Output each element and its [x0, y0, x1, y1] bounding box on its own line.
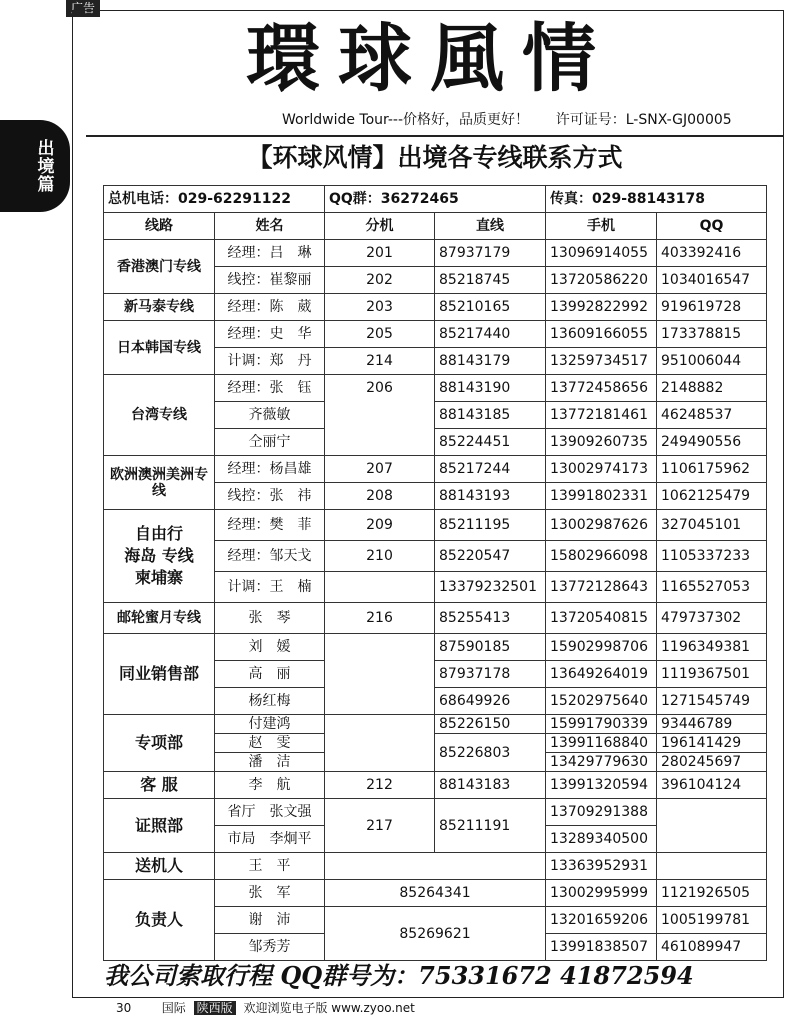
name-cell: 经理：史 华 [215, 321, 325, 348]
qq-cell: 327045101 [657, 510, 767, 541]
name-cell: 张 琴 [215, 603, 325, 634]
col-name: 姓名 [215, 213, 325, 240]
section-label: 国际 [161, 1001, 186, 1015]
qq-cell: 1121926505 [657, 880, 767, 907]
col-mobile: 手机 [546, 213, 657, 240]
mobile-cell: 13289340500 [546, 826, 657, 853]
col-line: 直线 [435, 213, 546, 240]
line-cell: 68649926 [435, 688, 546, 715]
page-number: 30 [116, 1001, 132, 1015]
mobile-cell: 13259734517 [546, 348, 657, 375]
ext-cell: 205 [325, 321, 435, 348]
itinerary-qq-note: 我公司索取行程 QQ群号为：75331672 41872594 [104, 961, 694, 990]
ext-cell: 203 [325, 294, 435, 321]
table-row [104, 880, 767, 907]
mobile-cell: 13429779630 [546, 753, 657, 772]
name-cell: 计调：王 楠 [215, 572, 325, 603]
mobile-cell: 15991790339 [546, 715, 657, 734]
mobile-cell: 13772181461 [546, 402, 657, 429]
main-phone: 总机电话：029-62291122 [104, 186, 325, 213]
qq-cell: 951006044 [657, 348, 767, 375]
name-cell: 省厅 张文强 [215, 799, 325, 826]
qq-cell: 396104124 [657, 772, 767, 799]
line-cell: 87937178 [435, 661, 546, 688]
mobile-cell: 13609166055 [546, 321, 657, 348]
mobile-cell: 13096914055 [546, 240, 657, 267]
line-cell: 85264341 [325, 880, 546, 907]
qq-cell: 1271545749 [657, 688, 767, 715]
ext-cell: 214 [325, 348, 435, 375]
qq-cell: 1165527053 [657, 572, 767, 603]
line-cell: 87937179 [435, 240, 546, 267]
table-row [104, 321, 767, 348]
mobile-cell: 13002987626 [546, 510, 657, 541]
line-cell: 88143179 [435, 348, 546, 375]
mobile-cell: 13720586220 [546, 267, 657, 294]
name-cell: 王 平 [215, 853, 325, 880]
line-cell: 88143193 [435, 483, 546, 510]
contact-summary-row [104, 186, 767, 213]
mobile-cell: 13649264019 [546, 661, 657, 688]
section-tab-char: 篇 [37, 175, 55, 195]
qq-cell: 919619728 [657, 294, 767, 321]
qq-cell: 1119367501 [657, 661, 767, 688]
qq-cell: 1034016547 [657, 267, 767, 294]
ext-cell: 208 [325, 483, 435, 510]
line-cell: 85217440 [435, 321, 546, 348]
ext-cell: 217 [325, 799, 435, 853]
name-cell: 经理：杨昌雄 [215, 456, 325, 483]
qq-cell: 249490556 [657, 429, 767, 456]
route-line: 柬埔寨 [134, 568, 183, 587]
name-cell: 张 军 [215, 880, 325, 907]
qq-cell: 46248537 [657, 402, 767, 429]
ext-cell: 209 [325, 510, 435, 541]
route-cell: 欧洲澳洲美洲专线 [104, 456, 215, 510]
mobile-cell: 15202975640 [546, 688, 657, 715]
mobile-cell: 15902998706 [546, 634, 657, 661]
divider [86, 135, 784, 137]
mobile-cell: 13991838507 [546, 934, 657, 961]
line-cell: 85226150 [435, 715, 546, 734]
section-tab [0, 120, 70, 212]
mobile-cell: 13002995999 [546, 880, 657, 907]
license-number: 许可证号：L-SNX-GJ00005 [555, 112, 732, 128]
name-cell: 付建鸿 [215, 715, 325, 734]
col-route: 线路 [104, 213, 215, 240]
qq-cell: 1106175962 [657, 456, 767, 483]
blank-cell [325, 853, 546, 880]
table-row [104, 799, 767, 826]
mobile-cell: 13991168840 [546, 734, 657, 753]
mobile-cell: 13772458656 [546, 375, 657, 402]
line-cell: 13379232501 [435, 572, 546, 603]
route-line: 自由行 [134, 524, 183, 543]
route-cell: 客 服 [104, 772, 215, 799]
mobile-cell: 13909260735 [546, 429, 657, 456]
mobile-cell: 13709291388 [546, 799, 657, 826]
qq-cell: 93446789 [657, 715, 767, 734]
brand-title: 環球風情 [246, 16, 614, 102]
ext-cell: 212 [325, 772, 435, 799]
name-cell: 杨红梅 [215, 688, 325, 715]
table-row [104, 853, 767, 880]
line-cell: 88143190 [435, 375, 546, 402]
slogan-line [282, 110, 732, 130]
fax: 传真：029-88143178 [546, 186, 767, 213]
route-cell: 送机人 [104, 853, 215, 880]
table-row [104, 510, 767, 541]
qq-cell [657, 799, 767, 853]
table-row [104, 772, 767, 799]
ext-cell: 216 [325, 603, 435, 634]
name-cell: 经理：陈 葳 [215, 294, 325, 321]
ext-cell: 207 [325, 456, 435, 483]
mobile-cell: 13772128643 [546, 572, 657, 603]
route-line: 海岛 专线 [124, 546, 194, 565]
slogan: Worldwide Tour---价格好，品质更好！ [282, 112, 530, 128]
ext-cell [325, 634, 435, 715]
qq-cell: 461089947 [657, 934, 767, 961]
line-cell: 85217244 [435, 456, 546, 483]
route-cell: 台湾专线 [104, 375, 215, 456]
ext-cell: 202 [325, 267, 435, 294]
ext-cell: 210 [325, 541, 435, 572]
mobile-cell: 13201659206 [546, 907, 657, 934]
ad-tag: 广告 [66, 0, 100, 17]
line-cell: 85255413 [435, 603, 546, 634]
table-row [104, 375, 767, 402]
qq-cell: 196141429 [657, 734, 767, 753]
name-cell: 经理：樊 菲 [215, 510, 325, 541]
route-cell: 香港澳门专线 [104, 240, 215, 294]
line-cell: 85220547 [435, 541, 546, 572]
ext-cell: 206 [325, 375, 435, 456]
qq-cell: 1105337233 [657, 541, 767, 572]
name-cell: 经理：邹天戈 [215, 541, 325, 572]
name-cell: 线控：张 祎 [215, 483, 325, 510]
qq-group: QQ群：36272465 [325, 186, 546, 213]
route-cell: 专项部 [104, 715, 215, 772]
name-cell: 市局 李炯平 [215, 826, 325, 853]
qq-cell: 173378815 [657, 321, 767, 348]
mobile-cell: 13720540815 [546, 603, 657, 634]
line-cell: 85218745 [435, 267, 546, 294]
qq-cell: 1062125479 [657, 483, 767, 510]
line-cell: 85269621 [325, 907, 546, 961]
name-cell: 谢 沛 [215, 907, 325, 934]
edition-badge: 陕西版 [194, 1001, 236, 1015]
table-row [104, 294, 767, 321]
line-cell: 88143183 [435, 772, 546, 799]
route-cell: 日本韩国专线 [104, 321, 215, 375]
name-cell: 线控：崔黎丽 [215, 267, 325, 294]
name-cell: 齐薇敏 [215, 402, 325, 429]
line-cell: 85210165 [435, 294, 546, 321]
header-row [104, 213, 767, 240]
qq-cell: 280245697 [657, 753, 767, 772]
name-cell: 经理：张 钰 [215, 375, 325, 402]
route-cell [104, 510, 215, 603]
col-ext: 分机 [325, 213, 435, 240]
page-heading: 【环球风情】出境各专线联系方式 [247, 143, 623, 172]
name-cell: 赵 雯 [215, 734, 325, 753]
name-cell: 潘 洁 [215, 753, 325, 772]
section-tab-char: 出 [37, 139, 55, 159]
mobile-cell: 13991320594 [546, 772, 657, 799]
ext-cell [325, 572, 435, 603]
name-cell: 仝丽宁 [215, 429, 325, 456]
qq-cell: 1005199781 [657, 907, 767, 934]
ext-cell [325, 715, 435, 772]
mobile-cell: 13992822992 [546, 294, 657, 321]
line-cell: 88143185 [435, 402, 546, 429]
page-footer [116, 1000, 415, 1016]
ext-cell: 201 [325, 240, 435, 267]
mobile-cell: 15802966098 [546, 541, 657, 572]
line-cell: 85226803 [435, 734, 546, 772]
qq-cell [657, 853, 767, 880]
line-cell: 85211195 [435, 510, 546, 541]
line-cell: 87590185 [435, 634, 546, 661]
name-cell: 经理：吕 琳 [215, 240, 325, 267]
name-cell: 刘 媛 [215, 634, 325, 661]
qq-cell: 2148882 [657, 375, 767, 402]
name-cell: 计调：郑 丹 [215, 348, 325, 375]
line-cell: 85211191 [435, 799, 546, 853]
table-row [104, 634, 767, 661]
mobile-cell: 13991802331 [546, 483, 657, 510]
qq-cell: 479737302 [657, 603, 767, 634]
contact-table [103, 185, 767, 961]
mobile-cell: 13002974173 [546, 456, 657, 483]
route-cell: 证照部 [104, 799, 215, 853]
name-cell: 高 丽 [215, 661, 325, 688]
line-cell: 85224451 [435, 429, 546, 456]
col-qq: QQ [657, 213, 767, 240]
mobile-cell: 13363952931 [546, 853, 657, 880]
table-row [104, 715, 767, 734]
route-cell: 同业销售部 [104, 634, 215, 715]
route-cell: 邮轮蜜月专线 [104, 603, 215, 634]
qq-cell: 403392416 [657, 240, 767, 267]
route-cell: 负责人 [104, 880, 215, 961]
name-cell: 李 航 [215, 772, 325, 799]
route-cell: 新马泰专线 [104, 294, 215, 321]
section-tab-char: 境 [37, 157, 55, 177]
table-row [104, 456, 767, 483]
website-text: 欢迎浏览电子版 www.zyoo.net [243, 1001, 415, 1015]
table-row [104, 240, 767, 267]
name-cell: 邹秀芳 [215, 934, 325, 961]
qq-cell: 1196349381 [657, 634, 767, 661]
table-row [104, 603, 767, 634]
